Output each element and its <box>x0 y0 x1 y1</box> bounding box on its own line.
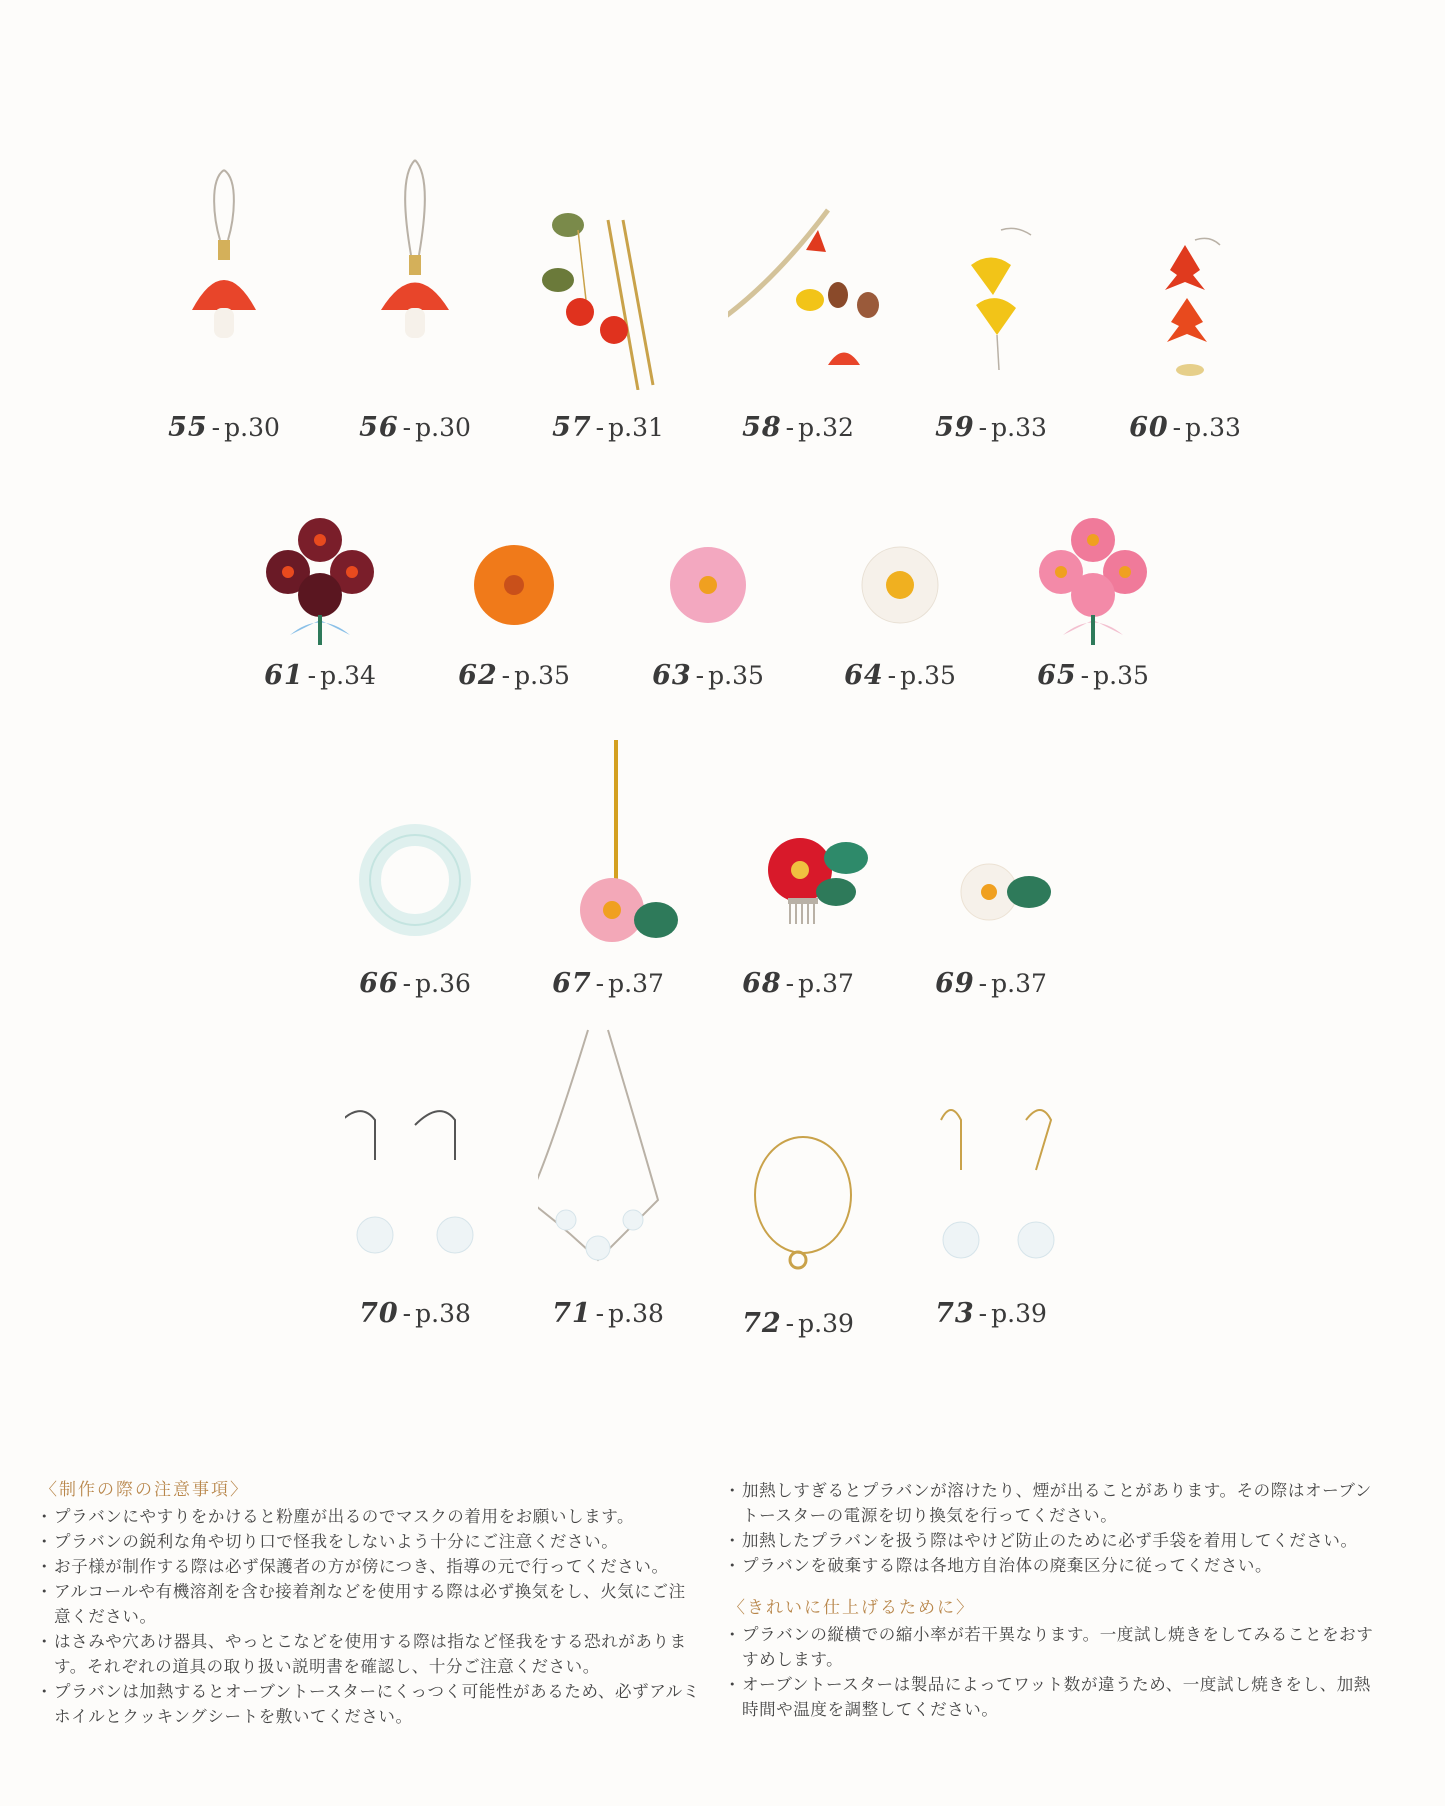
note-item: ・ はさみや穴あけ器具、やっとこなどを使用する際は指など怪我をする恐れがあります。それぞれの道具の取り扱い説明書を確認し、十分ご注意ください。 <box>40 1629 702 1679</box>
wreath-icon <box>345 780 485 960</box>
product-item: 73 - p.39 <box>921 1060 1061 1350</box>
necklace-icon <box>538 1010 698 1280</box>
notes-heading: 〈きれいに仕上げるために〉 <box>728 1598 975 1618</box>
note-item: ・ プラバンにやすりをかけると粉塵が出るのでマスクの着用をお願いします。 <box>40 1504 702 1529</box>
product-item: 65 - p.35 <box>1023 500 1163 790</box>
product-item: 69 - p.37 <box>921 780 1061 1070</box>
product-item: 57 - p.31 <box>538 150 678 440</box>
flower-icon <box>444 500 584 660</box>
product-item: 68 - p.37 <box>728 780 868 1070</box>
note-item: ・ アルコールや有機溶剤を含む接着剤などを使用する際は必ず換気をし、火気にご注意ください。 <box>40 1579 702 1629</box>
note-item: ・ 加熱したプラバンを扱う際はやけど防止のために必ず手袋を着用してください。 <box>728 1528 1383 1553</box>
ginkgo-earring-icon <box>921 150 1061 390</box>
product-item: 60 - p.33 <box>1115 150 1255 440</box>
product-item: 71 - p.38 <box>538 1010 678 1300</box>
snowflake-earring-icon <box>345 1060 485 1260</box>
product-item: 58 - p.32 <box>728 150 868 440</box>
note-item: ・ プラバンの縦横での縮小率が若干異なります。一度試し焼きをしてみることをおすすめします。 <box>728 1622 1383 1672</box>
note-item: ・ オーブントースターは製品によってワット数が違うため、一度試し焼きをし、加熱時間や温度を調整してください。 <box>728 1672 1383 1722</box>
product-item: 62 - p.35 <box>444 500 584 790</box>
flower-bouquet-icon <box>1023 500 1163 660</box>
bookmark-icon <box>728 150 888 390</box>
snowflake-earring-icon <box>921 1060 1071 1260</box>
flower-icon <box>830 500 970 660</box>
notes-left <box>40 1478 702 1729</box>
bracelet-icon <box>728 1120 888 1280</box>
product-item: 63 - p.35 <box>638 500 778 790</box>
product-item: 64 - p.35 <box>830 500 970 790</box>
mushroom-strap-icon <box>154 150 294 390</box>
camellia-charm-icon <box>538 740 698 960</box>
mushroom-strap-icon <box>345 150 485 390</box>
product-item: 61 - p.34 <box>250 500 390 790</box>
product-item: 70 - p.38 <box>345 1060 485 1350</box>
hairpin-leaves-icon <box>538 150 688 390</box>
flower-icon <box>638 500 778 660</box>
product-item: 59 - p.33 <box>921 150 1061 440</box>
product-item: 56 - p.30 <box>345 150 485 440</box>
product-item: 66 - p.36 <box>345 780 485 1070</box>
note-item: ・ プラバンの鋭利な角や切り口で怪我をしないよう十分にご注意ください。 <box>40 1529 702 1554</box>
notes-right <box>728 1478 1383 1722</box>
note-item: ・ プラバンは加熱するとオーブントースターにくっつく可能性があるため、必ずアルミホイルとクッキングシートを敷いてください。 <box>40 1679 702 1729</box>
note-item: ・ プラバンを破棄する際は各地方自治体の廃棄区分に従ってください。 <box>728 1553 1383 1578</box>
notes-heading: 〈制作の際の注意事項〉 <box>40 1480 249 1500</box>
flower-bouquet-icon <box>250 500 390 660</box>
product-item: 55 - p.30 <box>154 150 294 440</box>
note-item: ・ 加熱しすぎるとプラバンが溶けたり、煙が出ることがあります。その際はオーブントースターの電源を切り換気を行ってください。 <box>728 1478 1383 1528</box>
product-item: 67 - p.37 <box>538 740 678 1030</box>
product-item: 72 - p.39 <box>728 1120 868 1410</box>
camellia-icon <box>921 780 1081 960</box>
camellia-comb-icon <box>728 780 888 960</box>
maple-earring-icon <box>1115 150 1255 390</box>
note-item: ・ お子様が制作する際は必ず保護者の方が傍につき、指導の元で行ってください。 <box>40 1554 702 1579</box>
